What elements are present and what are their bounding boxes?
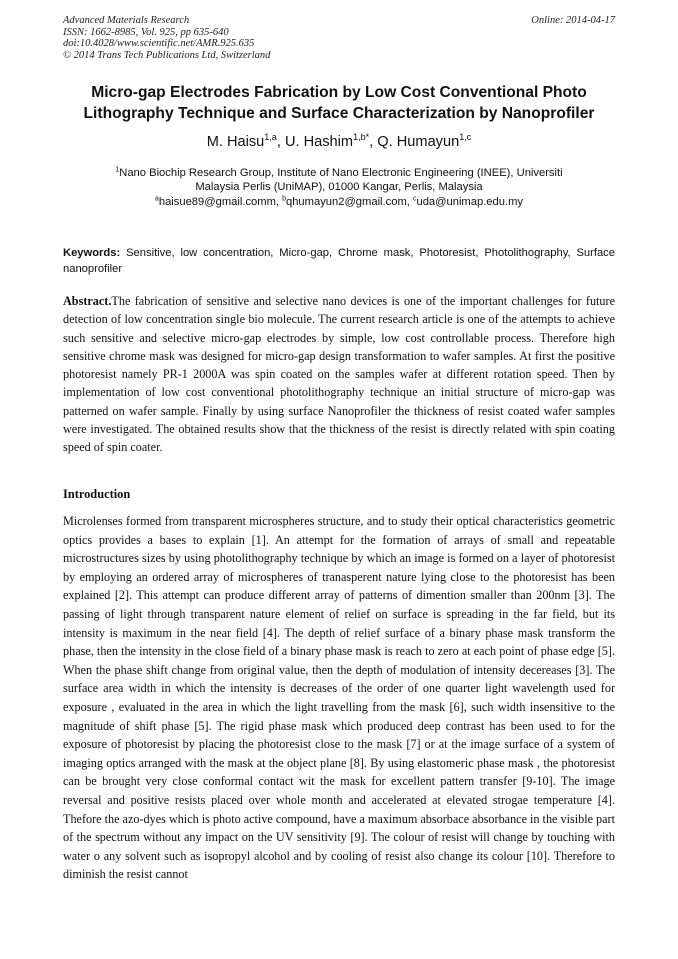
abstract-text: The fabrication of sensitive and selective nano devices is one of the important challenges for future detection of low concentration single bio molecule. The current research article is one of the attempts to achieve such sensitive and selective micro-gap electrodes by simple, low cost controllable process. Therefore high sensitive chrome mask was designed for micro-gap design transformation to wafer samples. At first the positive photoresist namely PR-1 2000A was spin coated on the samples wafer at different rotation speed. Then by implementation of low cost conventional photolithography technique an initial structure of micro-gap was patterned on wafer sample. Finally by using surface Nanoprofiler the thickness of resist coated wafer samples were investigated. The obtained results show that the thickness of the resist is directly related with spin coating speed of spin coater. xyxy=(63,294,615,455)
journal-header xyxy=(63,15,270,61)
journal-name: Advanced Materials Research xyxy=(63,15,190,26)
email-link[interactable]: qhumayun2@gmail.com, xyxy=(285,195,414,208)
author-list xyxy=(40,132,638,152)
author-name: M. Haisu xyxy=(206,134,265,150)
keywords-label: Keywords: xyxy=(63,247,121,259)
abstract-paragraph xyxy=(63,292,615,457)
email-link[interactable]: uda@unimap.edu.my xyxy=(416,195,523,208)
title-line-1: Micro-gap Electrodes Fabrication by Low Cost Conventional Photo xyxy=(91,84,587,101)
affiliation-line-2: Malaysia Perlis (UniMAP), 01000 Kangar, Perlis, Malaysia xyxy=(195,181,483,194)
abstract-label: Abstract. xyxy=(63,294,112,308)
author-superscript: 1,b* xyxy=(353,132,370,143)
author-superscript: 1,a xyxy=(264,132,277,143)
journal-doi: doi:10.4028/www.scientific.net/AMR.925.635 xyxy=(63,38,255,50)
journal-issn: ISSN: 1662-8985, Vol. 925, pp 635-640 xyxy=(63,26,229,38)
author-name: , Q. Humayun xyxy=(369,134,460,150)
introduction-paragraph: Microlenses formed from transparent microspheres structure, and to study their optical characteristics geometric optics provides a bases to explain [1]. An attempt for the formation of arrays of small and repeatable microstructures sizes by using photolithography technique by which an image is formed on a layer of photoresist by employing an ordered array of microspheres of tranasperent nature lying close to the photoresist has been explained [2]. This attempt can produce different array of patterns of dimention smaller than 200nm [3]. The passing of light through transparent nature element of relief on surface is spreading in the far field, but its intensity is maximum in the near field [4]. The depth of relief surface of a binary phase mask transform the phase, then the intensity in the close field of a binary phase mask is reach to zero at each point of phase edge [5]. When the phase shift change from original value, then the depth of modulation of intensity decereases [3]. The surface area width in which the intensity is decreases of the order of one quarter light wavelength used for exposure , evaluated in the area in which the light travelling from the mask [6], such width insensitive to the magnitude of shift phase [5]. The rigid phase mask which produced deep contrast has been used to for the exposure of photoresist by placing the photoresist close to the mask [7] or at the image surface of a system of imaging optics arranged with the mask at the object plane [8]. By using elastomeric phase mask , the photoresist can be brought very close conformal contact wit the mask for excellent pattern transfer [9-10]. The image reversal and positive resists placed over whole month and accelerated at elevated strogae temperature [4]. Thefore the azo-dyes which is photo active compound, have a maximum absorbace absorbance in the visible part of the spectrum without any impact on the UV sensitivity [9]. The colour of resist will change by touching with water o any solvent such as isopropyl alcohol and by cooling of resist also change its colour [10]. Therefore to diminish the resist cannot xyxy=(63,514,615,882)
section-heading-introduction: Introduction xyxy=(63,487,131,501)
affiliation-line-1: $^1$Nano Biochip Research Group, Institute of Nano Electronic Engineering (INEE), Universiti xyxy=(115,166,563,179)
author-superscript: 1,c xyxy=(459,132,472,143)
journal-copyright: © 2014 Trans Tech Publications Ltd, Switzerland xyxy=(63,49,271,61)
keywords-text: Sensitive, low concentration, Micro-gap, Chrome mask, Photoresist, Photolithography, Surface nanoprofiler xyxy=(63,247,615,275)
keywords-paragraph xyxy=(63,246,615,277)
paper-title xyxy=(40,82,638,124)
title-line-2: Lithography Technique and Surface Characterization by Nanoprofiler xyxy=(83,105,595,122)
online-date: Online: 2014-04-17 xyxy=(531,15,615,26)
affiliation-block xyxy=(60,166,618,209)
email-line: $^a$haisue89@gmail.comm, $^b$qhumayun2@gmail.com, $^c$uda@unimap.edu.my xyxy=(154,195,523,208)
author-name: , U. Hashim xyxy=(276,134,354,150)
email-link[interactable]: haisue89@gmail.comm, xyxy=(158,195,283,208)
